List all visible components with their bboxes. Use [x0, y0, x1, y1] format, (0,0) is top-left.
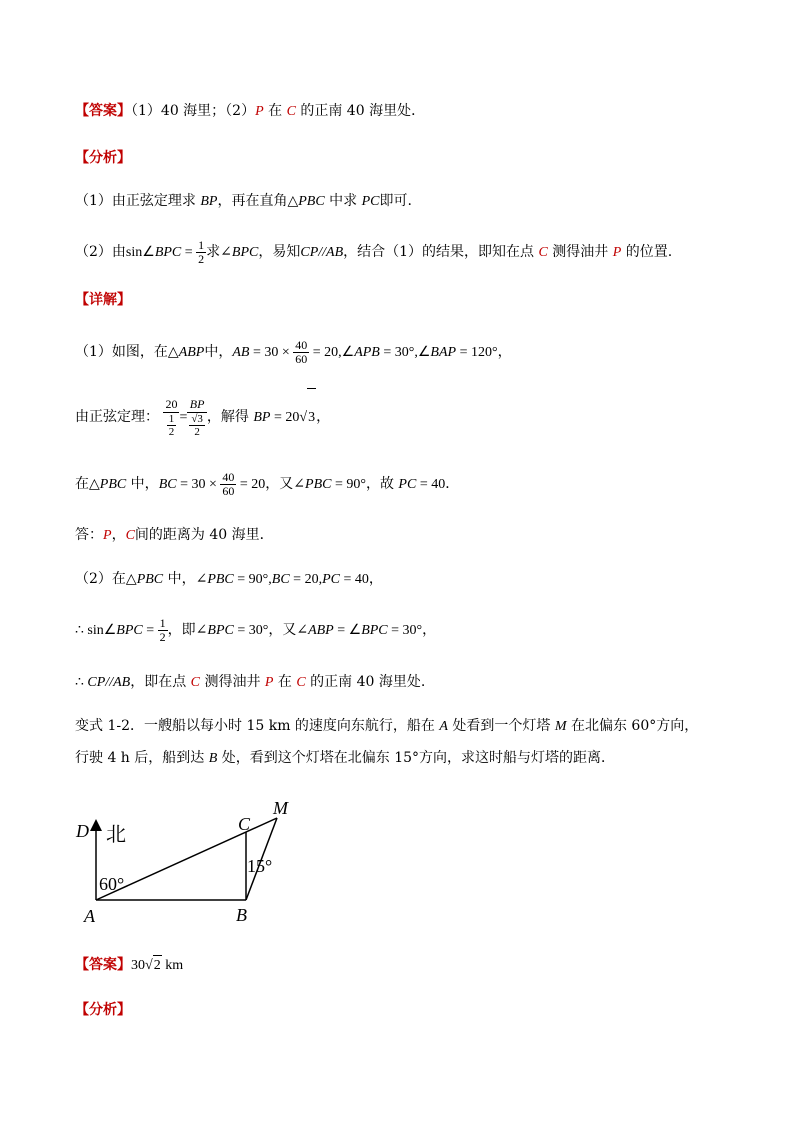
label-b: B	[236, 905, 247, 925]
detail-line-1: （1）如图，在△ABP中，AB = 30 × $\frac{40}{60}$ = 20,∠APB = 30°,∠BAP = 120°，	[75, 337, 512, 366]
detail-line-4: （2）在△PBC 中，∠PBC = 90°,BC = 20,PC = 40，	[75, 571, 383, 587]
analysis-step-1: （1）由正弦定理求 BP，再在直角△PBC 中求 PC即可.	[75, 193, 412, 209]
analysis-heading: 【分析】	[75, 150, 131, 166]
label-c: C	[238, 814, 251, 834]
compound-fraction-right: $\frac{BP}{\frac{√3}{2}}$	[187, 397, 207, 438]
answer-tag: 【答案】	[75, 103, 131, 119]
detail-answer-1: 答：P，C间的距离为 40 海里．	[75, 527, 274, 543]
details-heading: 【详解】	[75, 292, 131, 308]
analysis-heading-2: 【分析】	[75, 1002, 131, 1018]
label-north: 北	[106, 824, 126, 846]
answer-line-2: 【答案】30√2 km	[75, 955, 183, 976]
analysis-step-2: （2）由sin∠BPC = $\frac{1}{2}$ 求∠BPC，易知CP//AB，结合（1）的结果，即知在点 C 测得油井 P 的位置.	[75, 237, 673, 266]
problem-line-1: 变式 1-2．一艘船以每小时 15 km 的速度向东航行，船在 A 处看到一个灯塔 M 在北偏东 60°方向，	[75, 718, 699, 734]
fraction: $\frac{1}{2}$	[198, 237, 205, 266]
problem-line-2: 行驶 4 h 后，船到达 B 处，看到这个灯塔在北偏东 15°方向，求这时船与灯塔的距离．	[75, 750, 616, 766]
label-m: M	[273, 798, 288, 818]
compound-fraction-left: $\frac{20}{\frac{1}{2}}$	[165, 396, 178, 438]
detail-line-2: 由正弦定理： $\frac{20}{\frac{1}{2}}$ = $\frac{BP}{\frac{√3}{2}}$ ，解得 BP = 20√3，	[75, 388, 330, 446]
detail-line-6: ∴ CP//AB，即在点 C 测得油井 P 在 C 的正南 40 海里处.	[75, 674, 426, 690]
label-angle-15: 15°	[247, 856, 273, 876]
detail-line-5: ∴ sin∠BPC = $\frac{1}{2}$ ，即∠BPC = 30°，又∠ABP = ∠BPC = 30°，	[75, 615, 437, 644]
answer-line: 【答案】（1）40 海里；（2）P 在 C 的正南 40 海里处．	[75, 103, 426, 119]
detail-line-3: 在△PBC 中，BC = 30 × $\frac{40}{60}$ = 20，又∠PBC = 90°，故 PC = 40．	[75, 469, 460, 498]
label-angle-60: 60°	[99, 874, 125, 894]
triangle-figure	[70, 795, 310, 935]
label-d: D	[76, 821, 89, 841]
label-a: A	[84, 906, 95, 926]
